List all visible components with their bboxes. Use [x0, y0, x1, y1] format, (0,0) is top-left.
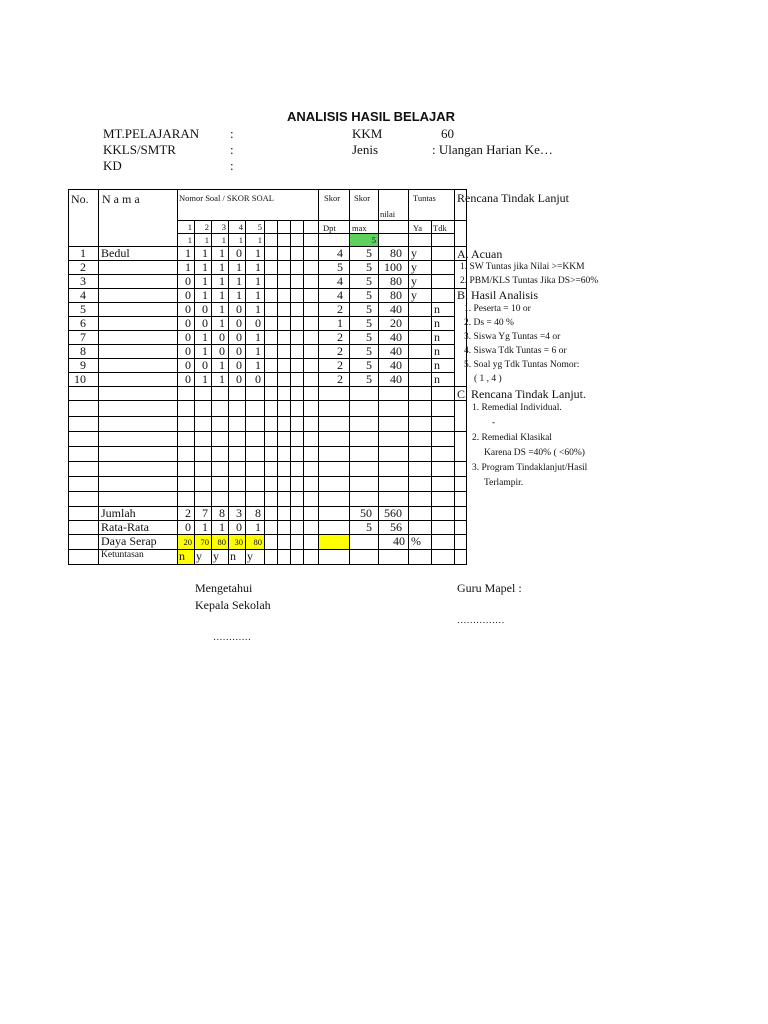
- daya-serap-value: 80: [253, 537, 262, 547]
- row-score: 0: [202, 358, 208, 372]
- rata-rata-skor-max: 5: [366, 520, 372, 534]
- row-skor-dpt: 2: [337, 358, 343, 372]
- row-score: 1: [185, 260, 191, 274]
- jumlah-nilai: 560: [384, 506, 402, 520]
- rtl-line: ( 1 , 4 ): [474, 374, 502, 384]
- rtl-line: 2. Remedial Klasikal: [472, 433, 552, 443]
- row-nilai: 40: [390, 372, 402, 386]
- header-ya: Ya: [413, 223, 423, 233]
- row-tuntas-ya: y: [411, 288, 417, 302]
- row-skor-max: 5: [366, 288, 372, 302]
- row-nama: Bedul: [101, 246, 130, 260]
- row-skor-dpt: 2: [337, 344, 343, 358]
- grid-line: [68, 476, 455, 477]
- header-skor-max-1: Skor: [354, 193, 371, 203]
- grid-line: [68, 400, 455, 401]
- rtl-line: 1. Peserta = 10 or: [464, 304, 531, 314]
- row-score: 0: [185, 316, 191, 330]
- header-nama: N a m a: [102, 192, 140, 206]
- row-score: 1: [236, 274, 242, 288]
- row-skor-dpt: 4: [337, 246, 343, 260]
- daya-serap-value: 70: [200, 537, 209, 547]
- row-score: 1: [255, 344, 261, 358]
- row-skor-dpt: 2: [337, 372, 343, 386]
- row-score: 0: [236, 344, 242, 358]
- kepala-signature-dots: …………: [213, 633, 251, 643]
- row-no: 9: [80, 358, 86, 372]
- row-skor-max: 5: [366, 302, 372, 316]
- jenis-label: Jenis: [352, 142, 378, 157]
- col-question-line: [277, 220, 278, 565]
- row-score: 1: [219, 246, 225, 260]
- col-question-line: [303, 220, 304, 565]
- row-tuntas-tdk: n: [434, 372, 440, 386]
- question-max-score: 1: [238, 235, 243, 245]
- row-score: 1: [202, 288, 208, 302]
- row-tuntas-tdk: n: [434, 302, 440, 316]
- row-skor-max: 5: [366, 316, 372, 330]
- row-skor-dpt: 2: [337, 302, 343, 316]
- rtl-line: B. Hasil Analisis: [457, 288, 539, 302]
- row-score: 0: [185, 274, 191, 288]
- row-score: 0: [236, 372, 242, 386]
- rtl-line: 1. SW Tuntas jika Nilai >=KKM: [460, 262, 585, 272]
- row-no: 2: [80, 260, 86, 274]
- jumlah-value: 3: [236, 506, 242, 520]
- row-tuntas-tdk: n: [434, 358, 440, 372]
- ketuntasan-value: y: [247, 549, 253, 563]
- row-nilai: 80: [390, 288, 402, 302]
- rata-rata-value: 1: [202, 520, 208, 534]
- row-skor-dpt: 1: [337, 316, 343, 330]
- row-no: 1: [80, 246, 86, 260]
- grid-line: [454, 220, 467, 221]
- row-score: 1: [255, 246, 261, 260]
- row-score: 0: [185, 344, 191, 358]
- row-nilai: 40: [390, 330, 402, 344]
- row-skor-dpt: 2: [337, 330, 343, 344]
- row-score: 0: [185, 358, 191, 372]
- rata-rata-value: 1: [219, 520, 225, 534]
- daya-serap-nilai: 40: [393, 534, 405, 548]
- mt-pelajaran-label: MT.PELAJARAN: [103, 126, 200, 141]
- row-no: 5: [80, 302, 86, 316]
- row-tuntas-ya: y: [411, 274, 417, 288]
- row-score: 1: [202, 372, 208, 386]
- question-number: 2: [204, 222, 209, 232]
- kkls-smtr-colon: :: [230, 142, 234, 157]
- rtl-line: C. Rencana Tindak Lanjut.: [457, 387, 586, 401]
- row-score: 0: [185, 372, 191, 386]
- grid-line: [454, 506, 467, 507]
- kepala-sekolah-text: Kepala Sekolah: [195, 598, 271, 612]
- rata-rata-value: 1: [255, 520, 261, 534]
- row-no: 8: [80, 344, 86, 358]
- row-skor-max: 5: [366, 330, 372, 344]
- row-no: 4: [80, 288, 86, 302]
- row-score: 0: [202, 302, 208, 316]
- kd-colon: :: [230, 158, 234, 173]
- row-nilai: 80: [390, 246, 402, 260]
- grid-line: [68, 431, 455, 432]
- grid-line: [68, 461, 455, 462]
- row-score: 1: [219, 288, 225, 302]
- row-score: 1: [255, 358, 261, 372]
- rtl-line: Terlampir.: [484, 478, 524, 488]
- row-no: 3: [80, 274, 86, 288]
- grid-line: [431, 220, 432, 565]
- question-number: 3: [221, 222, 226, 232]
- grid-line: [68, 386, 455, 387]
- rtl-line: 3. Siswa Yg Tuntas =4 or: [464, 332, 561, 342]
- row-score: 1: [236, 260, 242, 274]
- jumlah-value: 8: [219, 506, 225, 520]
- row-nilai: 80: [390, 274, 402, 288]
- row-score: 1: [219, 372, 225, 386]
- row-score: 0: [185, 288, 191, 302]
- row-score: 1: [255, 330, 261, 344]
- row-score: 1: [219, 274, 225, 288]
- row-skor-dpt: 4: [337, 288, 343, 302]
- row-score: 1: [236, 288, 242, 302]
- row-score: 0: [219, 330, 225, 344]
- header-no: No.: [71, 192, 89, 206]
- header-rtl: Rencana Tindak Lanjut: [457, 191, 569, 205]
- col-question-line: [290, 220, 291, 565]
- grid-line: [454, 491, 467, 492]
- rtl-line: 2. Ds = 40 %: [464, 318, 514, 328]
- header-skor-max-2: max: [352, 223, 367, 233]
- row-score: 0: [236, 358, 242, 372]
- question-max-score: 1: [187, 235, 192, 245]
- row-score: 1: [202, 344, 208, 358]
- row-nilai: 40: [390, 358, 402, 372]
- row-score: 0: [255, 372, 261, 386]
- header-tdk: Tdk: [433, 223, 447, 233]
- grid-line: [454, 520, 467, 521]
- kkm-label: KKM: [352, 126, 383, 141]
- rtl-line: 3. Program Tindaklanjut/Hasil: [472, 463, 588, 473]
- row-tuntas-tdk: n: [434, 330, 440, 344]
- row-skor-dpt: 5: [337, 260, 343, 274]
- row-score: 0: [255, 316, 261, 330]
- header-tuntas: Tuntas: [413, 193, 436, 203]
- skor-max-total: 5: [371, 235, 376, 245]
- rtl-line: A. Acuan: [457, 247, 503, 261]
- jumlah-value: 2: [185, 506, 191, 520]
- row-score: 1: [255, 274, 261, 288]
- grid-line: [408, 189, 409, 565]
- row-score: 0: [236, 316, 242, 330]
- row-score: 1: [202, 246, 208, 260]
- row-score: 1: [185, 246, 191, 260]
- header-skor-dpt-2: Dpt: [323, 223, 336, 233]
- daya-serap-label: Daya Serap: [101, 534, 157, 548]
- row-score: 0: [236, 330, 242, 344]
- rtl-line: 5. Soal yg Tdk Tuntas Nomor:: [464, 360, 580, 370]
- jumlah-value: 7: [202, 506, 208, 520]
- col-question-line: [264, 220, 265, 565]
- row-skor-max: 5: [366, 358, 372, 372]
- row-score: 1: [255, 260, 261, 274]
- row-score: 1: [255, 302, 261, 316]
- row-nilai: 40: [390, 302, 402, 316]
- row-no: 7: [80, 330, 86, 344]
- row-score: 1: [219, 316, 225, 330]
- row-score: 0: [185, 330, 191, 344]
- page-title: ANALISIS HASIL BELAJAR: [287, 109, 456, 124]
- row-skor-max: 5: [366, 344, 372, 358]
- ketuntasan-value: y: [196, 549, 202, 563]
- row-no: 6: [80, 316, 86, 330]
- ketuntasan-value: n: [230, 549, 236, 563]
- row-tuntas-tdk: n: [434, 344, 440, 358]
- guru-mapel-text: Guru Mapel :: [457, 581, 522, 595]
- jumlah-label: Jumlah: [101, 506, 136, 520]
- grid-line: [454, 431, 467, 432]
- jumlah-value: 8: [255, 506, 261, 520]
- row-skor-max: 5: [366, 274, 372, 288]
- ketuntasan-value: y: [213, 549, 219, 563]
- grid-line: [454, 189, 455, 565]
- row-score: 1: [219, 260, 225, 274]
- grid-line: [454, 476, 467, 477]
- grid-line: [68, 491, 455, 492]
- row-score: 0: [236, 246, 242, 260]
- row-score: 1: [219, 302, 225, 316]
- question-max-score: 1: [221, 235, 226, 245]
- row-tuntas-tdk: n: [434, 316, 440, 330]
- grid-line: [68, 416, 455, 417]
- row-score: 1: [202, 274, 208, 288]
- row-score: 0: [219, 344, 225, 358]
- rtl-line: -: [492, 418, 496, 428]
- row-nilai: 20: [390, 316, 402, 330]
- row-tuntas-ya: y: [411, 260, 417, 274]
- row-nilai: 100: [384, 260, 402, 274]
- rtl-line: Karena DS =40% ( <60%): [484, 448, 585, 458]
- col-nama-line: [98, 189, 99, 565]
- row-score: 1: [202, 260, 208, 274]
- daya-serap-value: 30: [234, 537, 243, 547]
- daya-serap-percent: %: [411, 534, 421, 548]
- question-number: 1: [187, 222, 192, 232]
- question-number: 4: [238, 222, 243, 232]
- header-nilai: nilai: [380, 209, 396, 219]
- kkls-smtr-label: KKLS/SMTR: [103, 142, 176, 157]
- row-skor-dpt: 4: [337, 274, 343, 288]
- rata-rata-value: 0: [185, 520, 191, 534]
- row-nilai: 40: [390, 344, 402, 358]
- row-score: 1: [219, 358, 225, 372]
- grid-line: [68, 446, 455, 447]
- question-number: 5: [257, 222, 262, 232]
- row-score: 0: [202, 316, 208, 330]
- row-skor-max: 5: [366, 372, 372, 386]
- grid-line: [454, 534, 467, 535]
- guru-signature-dots: ……………: [457, 616, 505, 626]
- grid-line: [454, 549, 467, 550]
- row-no: 10: [74, 372, 86, 386]
- rata-rata-value: 0: [236, 520, 242, 534]
- daya-serap-value: 80: [217, 537, 226, 547]
- rtl-line: 4. Siswa Tdk Tuntas = 6 or: [464, 346, 567, 356]
- ketuntasan-label: Ketuntasan: [101, 550, 144, 560]
- jenis-value: : Ulangan Harian Ke…: [432, 142, 553, 157]
- jumlah-skor-max: 50: [360, 506, 372, 520]
- question-max-score: 1: [204, 235, 209, 245]
- ketuntasan-value: n: [179, 549, 185, 563]
- row-tuntas-ya: y: [411, 246, 417, 260]
- rtl-line: 2. PBM/KLS Tuntas Jika DS>=60%: [460, 276, 599, 286]
- row-score: 1: [255, 288, 261, 302]
- mengetahui-text: Mengetahui: [195, 581, 253, 595]
- daya-serap-value: 20: [183, 537, 192, 547]
- rtl-line: 1. Remedial Individual.: [472, 403, 562, 413]
- grid-line: [454, 461, 467, 462]
- rata-rata-label: Rata-Rata: [101, 520, 149, 534]
- header-skor-dpt-1: Skor: [324, 193, 341, 203]
- rata-rata-nilai: 56: [390, 520, 402, 534]
- skor-dpt-empty-highlight: [318, 534, 349, 549]
- kd-label: KD: [103, 158, 122, 173]
- row-score: 0: [185, 302, 191, 316]
- row-skor-max: 5: [366, 260, 372, 274]
- row-score: 0: [236, 302, 242, 316]
- header-nomor-soal: Nomor Soal / SKOR SOAL: [179, 193, 274, 203]
- question-max-score: 1: [257, 235, 262, 245]
- row-score: 1: [202, 330, 208, 344]
- row-skor-max: 5: [366, 246, 372, 260]
- grid-line: [177, 233, 455, 234]
- mt-pelajaran-colon: :: [230, 126, 234, 141]
- kkm-value: 60: [441, 126, 454, 141]
